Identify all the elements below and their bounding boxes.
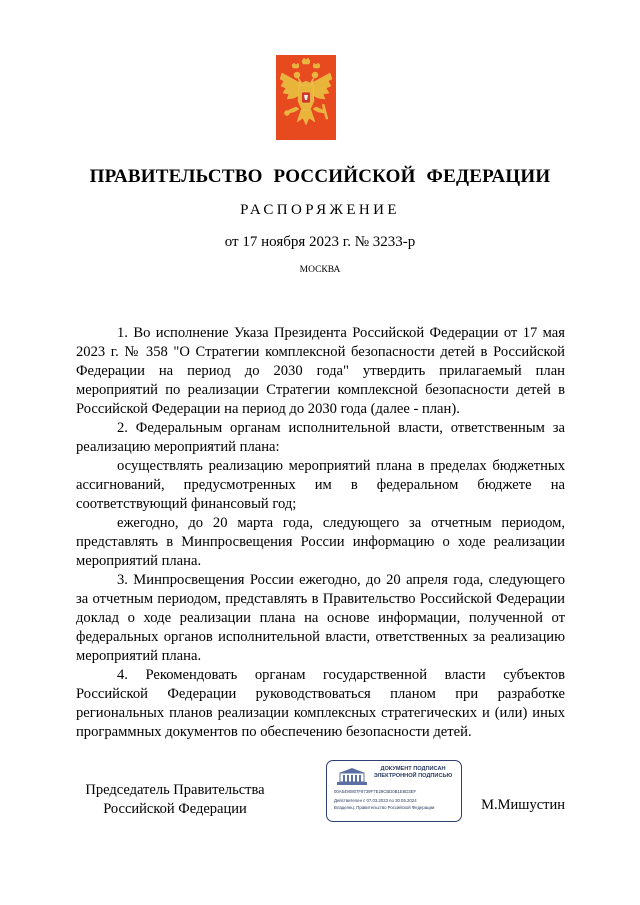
stamp-certificate: 00A5490807F8739F7E29CBD0B1E8D3EF (334, 789, 417, 794)
document-type: РАСПОРЯЖЕНИЕ (240, 202, 400, 218)
signatory-position-line-1: Председатель Правительства (85, 782, 265, 798)
paragraph-4: 4. Рекомендовать органам государственной власти субъектов Российской Федерации руководствоваться планом при разработке региональных планов реализации комплексных стратегических и (или) иных программных документов по обеспечению безопасности детей. (76, 667, 565, 740)
building-icon (337, 767, 367, 785)
stamp-validity: Действителен с 07.03.2023 по 30.05.2024 (334, 798, 417, 803)
government-title: ПРАВИТЕЛЬСТВО РОССИЙСКОЙ ФЕДЕРАЦИИ (89, 166, 551, 187)
stamp-title (369, 766, 457, 780)
paragraph-1: 1. Во исполнение Указа Президента Российской Федерации от 17 мая 2023 г. № 358 "О Стратегии комплексной безопасности детей в Российской Федерации на период до 2030 года" утвердить прилагаемый план мероприятий по реализации Стратегии комплексной безопасности детей в Российской Федерации на период до 2030 года (далее - план). (76, 325, 565, 417)
coat-of-arms-icon (276, 55, 336, 140)
paragraph-2-item-2: ежегодно, до 20 марта года, следующего за отчетным периодом, представлять в Минпросвещения России информацию о ходе реализации мероприятий плана. (76, 515, 565, 569)
document-date-number: от 17 ноября 2023 г. № 3233-р (224, 234, 416, 250)
paragraph-3: 3. Минпросвещения России ежегодно, до 20 апреля года, следующего за отчетным периодом, представлять в Правительство Российской Федерации доклад о ходе реализации плана на основе информации, полученной от федеральных органов исполнительной власти, ответственных за реализацию мероприятий плана. (76, 572, 565, 664)
document-body (76, 324, 565, 742)
signatory-position (80, 781, 270, 819)
signatory-position-line-2: Российской Федерации (103, 801, 247, 817)
stamp-title-line-1: ДОКУМЕНТ ПОДПИСАН (380, 766, 446, 772)
stamp-title-line-2: ЭЛЕКТРОННОЙ ПОДПИСЬЮ (373, 773, 453, 779)
stamp-owner: Владелец: Правительство Российской Федерации (334, 805, 435, 810)
paragraph-2-item-1: осуществлять реализацию мероприятий плана в пределах бюджетных ассигнований, предусмотренных им в федеральном бюджете на соответствующий финансовый год; (76, 458, 565, 512)
signatory-name: М.Мишустин (481, 797, 565, 813)
paragraph-2: 2. Федеральным органам исполнительной власти, ответственным за реализацию мероприятий плана: (76, 420, 565, 455)
document-place: МОСКВА (299, 265, 341, 275)
